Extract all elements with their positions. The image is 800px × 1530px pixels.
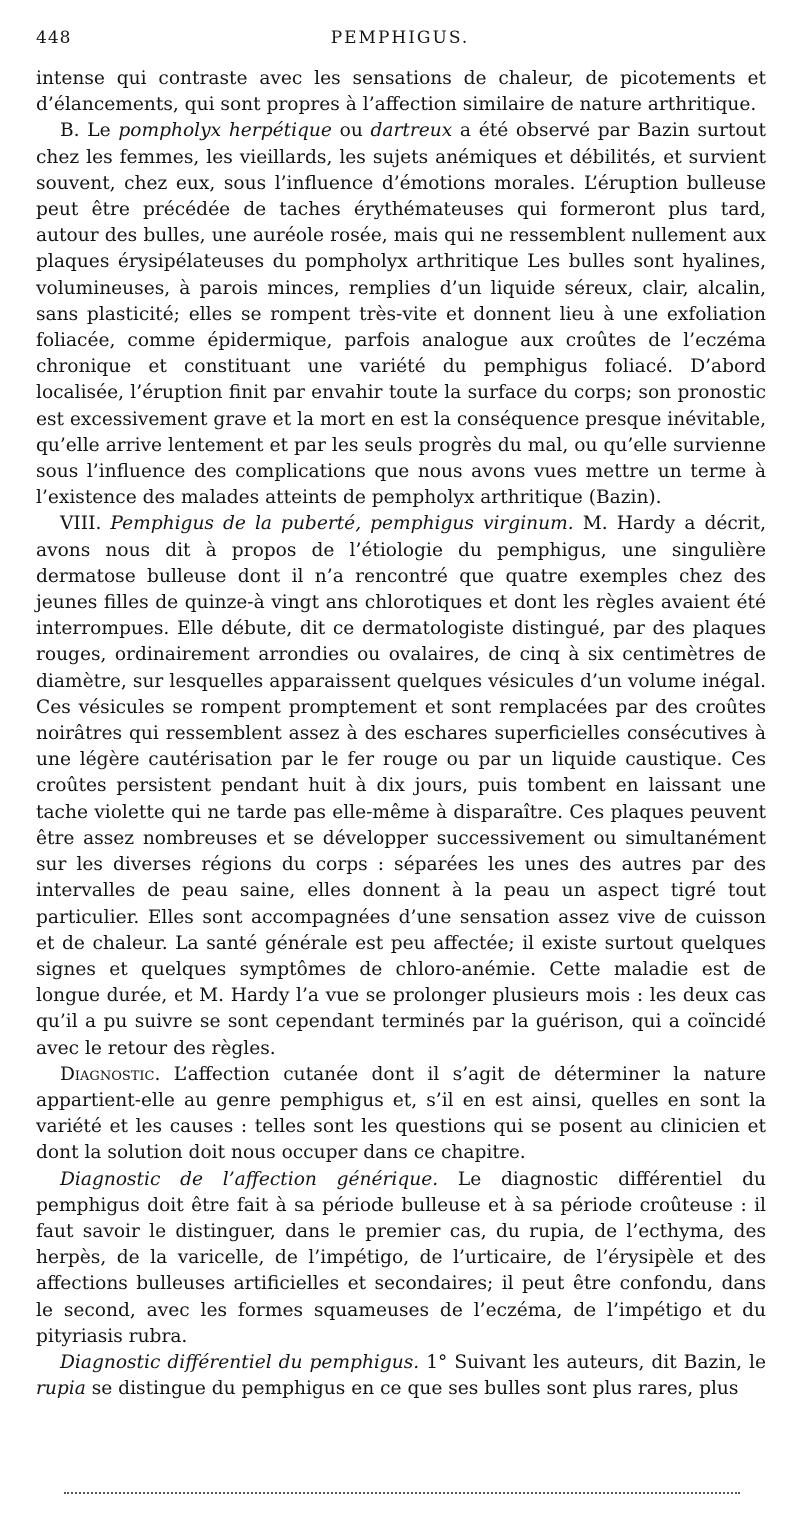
paragraph-text: L’affection cutanée dont il s’agit de déterminer la nature appartient-elle au genre pemphigus et, s’il en est ainsi, quelles en sont la variété et les causes : telles sont les questions qui se posent au clinicien et dont la solution doit nous occuper dans ce chapitre. — [36, 1063, 766, 1164]
paragraph-text: M. Hardy a décrit, avons nous dit à propos de l’étiologie du pemphigus, une singulière dermatose bulleuse dont il n’a rencontré que quatre exemples chez des jeunes filles de quinze-à vingt ans chlorotiques et dont les règles avaient été interrompues. Elle débute, dit ce dermatologiste distingué, par des plaques rouges, ordinairement arrondies ou ovalaires, de cinq à six centimètres de diamètre, sur lesquelles apparaissent quelques vésicules d’un volume inégal. Ces vésicules se rompent promptement et sont remplacées par des croûtes noirâtres qui ressemblent assez à des eschares superficielles consécutives à une légère cautérisation par le fer rouge ou par un liquide caustique. Ces croûtes persistent pendant huit à dix jours, puis tombent en laissant une tache violette qui ne tarde pas elle-même à disparaître. Ces plaques peuvent être assez nombreuses et se développer successivement ou simultanément sur les diverses régions du corps : séparées les unes des autres par des intervalles de peau saine, elles donnent à la peau un aspect tigré tout particulier. Elles sont accompagnées d’une sensation assez vive de cuisson et de chaleur. La santé générale est peu affectée; il existe surtout quelques signes et quelques symptômes de chloro-anémie. Cette maladie est de longue durée, et M. Hardy l’a vue se prolonger plusieurs mois : les deux cas qu’il a pu suivre se sont cependant terminés par la guérison, qui a coïncidé avec le retour des règles. — [36, 513, 766, 1059]
paragraph-text: B. Le — [60, 120, 119, 142]
italic-text: pompholyx herpétique — [118, 120, 332, 142]
paragraph — [36, 511, 766, 1061]
italic-text: rupia — [36, 1378, 86, 1400]
page-header — [36, 28, 764, 56]
paragraph-text: Le diagnostic différentiel du pemphigus doit être fait à sa période bulleuse et à sa période croûteuse : il faut savoir le distinguer, dans le premier cas, du rupia, de l’ecthyma, des herpès, de la varicelle, de l’impétigo, de l’urticaire, de l’érysipèle et des affections bulleuses artificielles et secondaires; il peut être confondu, dans le second, avec les formes squameuses de l’eczéma, de l’impétigo et du pityriasis rubra. — [36, 1168, 766, 1347]
paragraph — [36, 1350, 766, 1402]
paragraph-text: ou — [331, 120, 371, 142]
page-number: 448 — [36, 28, 72, 48]
paragraph — [36, 118, 766, 511]
paragraph-text: intense qui contraste avec les sensations de chaleur, de picotements et d’élancements, qui sont propres à l’affection similaire de nature arthritique. — [36, 68, 766, 116]
paragraph-text: VIII. — [60, 513, 111, 535]
italic-text: Pemphigus de la puberté, pemphigus virginum. — [110, 513, 574, 535]
paragraph — [36, 66, 766, 118]
running-title: PEMPHIGUS. — [330, 28, 470, 48]
section-heading: Diagnostic. — [60, 1063, 161, 1085]
italic-text: Diagnostic différentiel du pemphigus. — [60, 1351, 420, 1373]
body-text — [36, 66, 766, 1402]
footer-dotted-rule — [64, 1492, 740, 1494]
italic-text: dartreux — [370, 120, 453, 142]
italic-text: Diagnostic de l’affection générique. — [60, 1168, 439, 1190]
paragraph — [36, 1167, 766, 1350]
paragraph-text: a été observé par Bazin surtout chez les femmes, les vieillards, les sujets anémiques et débilités, et survient souvent, chez eux, sous l’influence d’émotions morales. L’éruption bulleuse peut être précédée de taches érythémateuses qui formeront plus tard, autour des bulles, une auréole rosée, mais qui ne ressemblent nullement aux plaques érysipélateuses du pompholyx arthritique Les bulles sont hyalines, volumineuses, à parois minces, remplies d’un liquide séreux, clair, alcalin, sans plasticité; elles se rompent très-vite et donnent lieu à une exfoliation foliacée, comme épidermique, parfois analogue aux croûtes de l’eczéma chronique et constituant une variété du pemphigus foliacé. D’abord localisée, l’éruption finit par envahir toute la surface du corps; son pronostic est excessivement grave et la mort en est la conséquence presque inévitable, qu’elle arrive lentement et par les seuls progrès du mal, ou qu’elle survienne sous l’influence des complications que nous avons vues mettre un terme à l’existence des malades atteints de pempholyx arthritique (Bazin). — [36, 120, 766, 509]
paragraph-text: se distingue du pemphigus en ce que ses bulles sont plus rares, plus — [85, 1378, 739, 1400]
paragraph — [36, 1062, 766, 1167]
paragraph-text: 1° Suivant les auteurs, dit Bazin, le — [419, 1351, 767, 1373]
